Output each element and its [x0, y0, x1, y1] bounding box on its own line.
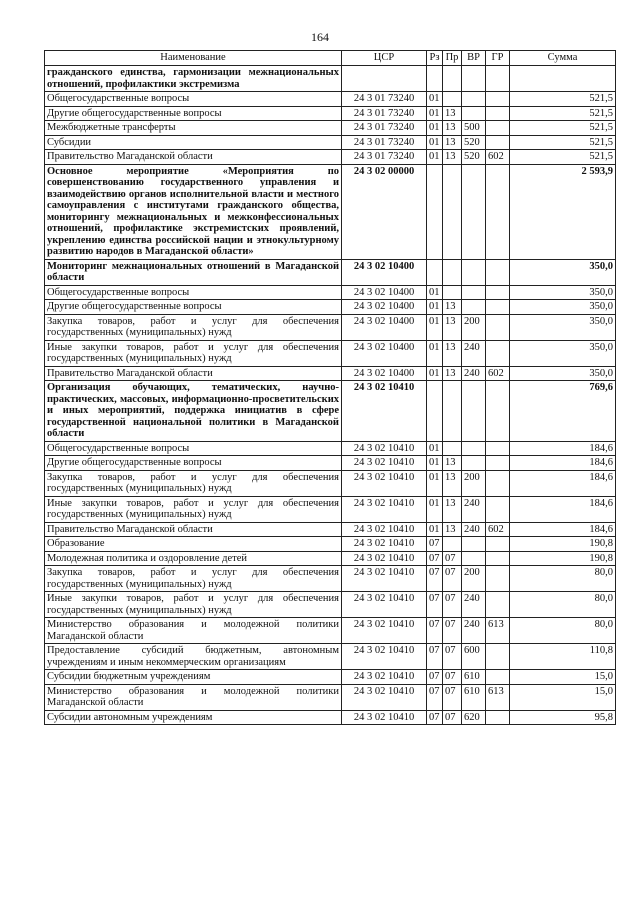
cell-vr: [462, 259, 486, 285]
cell-csr: 24 3 02 10410: [342, 522, 427, 537]
cell-gr: [486, 285, 510, 300]
cell-gr: [486, 259, 510, 285]
cell-sum: 110,8: [510, 644, 616, 670]
cell-sum: 80,0: [510, 566, 616, 592]
cell-csr: 24 3 02 10410: [342, 592, 427, 618]
cell-pr: 07: [443, 684, 462, 710]
cell-vr: [462, 381, 486, 442]
cell-vr: 240: [462, 340, 486, 366]
cell-sum: 184,6: [510, 441, 616, 456]
cell-vr: 200: [462, 470, 486, 496]
cell-csr: 24 3 02 00000: [342, 164, 427, 259]
page-number: 164: [311, 30, 329, 44]
cell-sum: 769,6: [510, 381, 616, 442]
cell-pr: 07: [443, 618, 462, 644]
cell-name: Министерство образования и молодежной политики Магаданской области: [45, 684, 342, 710]
cell-csr: 24 3 02 10410: [342, 644, 427, 670]
cell-gr: [486, 92, 510, 107]
cell-sum: 184,6: [510, 522, 616, 537]
cell-vr: 240: [462, 618, 486, 644]
cell-rz: [427, 381, 443, 442]
cell-pr: [443, 259, 462, 285]
cell-pr: 13: [443, 106, 462, 121]
cell-vr: [462, 537, 486, 552]
table-row: [45, 551, 616, 566]
table-row: [45, 121, 616, 136]
cell-csr: 24 3 02 10410: [342, 381, 427, 442]
table-row: [45, 684, 616, 710]
table-row: [45, 366, 616, 381]
cell-gr: [486, 644, 510, 670]
table-body: [45, 66, 616, 725]
cell-vr: [462, 92, 486, 107]
cell-gr: [486, 566, 510, 592]
cell-sum: 350,0: [510, 314, 616, 340]
cell-rz: 01: [427, 366, 443, 381]
cell-vr: 240: [462, 592, 486, 618]
cell-gr: 602: [486, 366, 510, 381]
cell-vr: 240: [462, 366, 486, 381]
cell-csr: 24 3 02 10400: [342, 314, 427, 340]
cell-gr: [486, 551, 510, 566]
cell-vr: [462, 164, 486, 259]
header-csr: ЦСР: [342, 51, 427, 66]
cell-rz: [427, 259, 443, 285]
cell-pr: 13: [443, 150, 462, 165]
cell-pr: 13: [443, 300, 462, 315]
table-row: [45, 381, 616, 442]
cell-csr: 24 3 02 10410: [342, 470, 427, 496]
table-row: [45, 496, 616, 522]
cell-gr: [486, 300, 510, 315]
cell-name: Образование: [45, 537, 342, 552]
cell-sum: 184,6: [510, 496, 616, 522]
cell-gr: [486, 340, 510, 366]
cell-sum: 350,0: [510, 300, 616, 315]
cell-pr: [443, 381, 462, 442]
table-row: [45, 285, 616, 300]
cell-gr: [486, 66, 510, 92]
header-vr: ВР: [462, 51, 486, 66]
cell-sum: 350,0: [510, 285, 616, 300]
cell-gr: [486, 670, 510, 685]
table-row: [45, 441, 616, 456]
cell-gr: [486, 106, 510, 121]
cell-csr: [342, 66, 427, 92]
cell-csr: 24 3 02 10400: [342, 259, 427, 285]
cell-gr: 602: [486, 150, 510, 165]
cell-rz: 07: [427, 537, 443, 552]
cell-name: Закупка товаров, работ и услуг для обеспечения государственных (муниципальных) нужд: [45, 470, 342, 496]
cell-name: Предоставление субсидий бюджетным, автономным учреждениям и иным некоммерческим организациям: [45, 644, 342, 670]
cell-name: Основное мероприятие «Мероприятия по совершенствованию государственного управления и взаимодействию органов исполнительной власти и местного самоуправления с институтами гражданского общества, мониторингу межнациональных и межконфессиональных отношений, профилактике экстремистских проявлений, укреплению единства российской нации и этнокультурному развитию народов в Магаданской области»: [45, 164, 342, 259]
cell-rz: 01: [427, 456, 443, 471]
cell-csr: 24 3 02 10410: [342, 496, 427, 522]
cell-rz: 07: [427, 551, 443, 566]
cell-name: Субсидии: [45, 135, 342, 150]
cell-rz: 07: [427, 670, 443, 685]
table-row: [45, 618, 616, 644]
cell-rz: 07: [427, 710, 443, 725]
cell-csr: 24 3 01 73240: [342, 150, 427, 165]
cell-sum: 521,5: [510, 106, 616, 121]
cell-vr: 500: [462, 121, 486, 136]
cell-pr: 13: [443, 470, 462, 496]
table-row: [45, 522, 616, 537]
cell-gr: [486, 537, 510, 552]
cell-name: Общегосударственные вопросы: [45, 92, 342, 107]
cell-vr: 610: [462, 670, 486, 685]
cell-pr: 13: [443, 522, 462, 537]
cell-gr: [486, 441, 510, 456]
cell-gr: [486, 314, 510, 340]
cell-rz: 01: [427, 340, 443, 366]
cell-rz: 07: [427, 618, 443, 644]
cell-vr: 600: [462, 644, 486, 670]
table-row: [45, 300, 616, 315]
table-row: [45, 92, 616, 107]
table-row: [45, 259, 616, 285]
cell-sum: 190,8: [510, 551, 616, 566]
cell-sum: 80,0: [510, 592, 616, 618]
cell-name: Межбюджетные трансферты: [45, 121, 342, 136]
cell-pr: [443, 66, 462, 92]
cell-gr: [486, 381, 510, 442]
cell-sum: 184,6: [510, 470, 616, 496]
cell-vr: 200: [462, 566, 486, 592]
cell-sum: 15,0: [510, 670, 616, 685]
header-name: Наименование: [45, 51, 342, 66]
cell-sum: 350,0: [510, 366, 616, 381]
cell-name: Закупка товаров, работ и услуг для обеспечения государственных (муниципальных) нужд: [45, 566, 342, 592]
cell-name: Молодежная политика и оздоровление детей: [45, 551, 342, 566]
cell-gr: 613: [486, 684, 510, 710]
cell-sum: 521,5: [510, 150, 616, 165]
cell-vr: [462, 106, 486, 121]
cell-rz: 01: [427, 441, 443, 456]
cell-sum: [510, 66, 616, 92]
cell-name: Иные закупки товаров, работ и услуг для обеспечения государственных (муниципальных) нужд: [45, 340, 342, 366]
cell-rz: 01: [427, 92, 443, 107]
cell-vr: [462, 300, 486, 315]
cell-pr: 07: [443, 670, 462, 685]
cell-gr: [486, 496, 510, 522]
cell-vr: 520: [462, 150, 486, 165]
cell-pr: [443, 537, 462, 552]
cell-gr: 613: [486, 618, 510, 644]
cell-rz: 07: [427, 644, 443, 670]
cell-pr: 13: [443, 366, 462, 381]
cell-pr: 07: [443, 566, 462, 592]
cell-rz: 01: [427, 470, 443, 496]
cell-sum: 15,0: [510, 684, 616, 710]
cell-name: Организация обучающих, тематических, научно-практических, массовых, информационно-просветительских и иных мероприятий, поддержка инициатив в сфере государственной национальной политики в Магаданской области: [45, 381, 342, 442]
cell-rz: 01: [427, 522, 443, 537]
cell-gr: [486, 470, 510, 496]
cell-rz: 07: [427, 566, 443, 592]
cell-pr: 07: [443, 710, 462, 725]
cell-sum: 521,5: [510, 135, 616, 150]
header-sum: Сумма: [510, 51, 616, 66]
cell-vr: [462, 285, 486, 300]
cell-name: Другие общегосударственные вопросы: [45, 106, 342, 121]
cell-vr: 240: [462, 522, 486, 537]
table-row: [45, 670, 616, 685]
cell-name: Общегосударственные вопросы: [45, 285, 342, 300]
header-rz: Рз: [427, 51, 443, 66]
header-gr: ГР: [486, 51, 510, 66]
table-row: [45, 340, 616, 366]
cell-gr: [486, 164, 510, 259]
cell-rz: 01: [427, 285, 443, 300]
cell-csr: 24 3 02 10410: [342, 456, 427, 471]
cell-csr: 24 3 01 73240: [342, 106, 427, 121]
cell-csr: 24 3 02 10400: [342, 300, 427, 315]
cell-vr: 610: [462, 684, 486, 710]
cell-gr: 602: [486, 522, 510, 537]
table-row: [45, 592, 616, 618]
cell-vr: [462, 441, 486, 456]
table-row: [45, 66, 616, 92]
cell-rz: 01: [427, 121, 443, 136]
cell-name: Закупка товаров, работ и услуг для обеспечения государственных (муниципальных) нужд: [45, 314, 342, 340]
budget-table: [44, 50, 616, 725]
cell-gr: [486, 121, 510, 136]
cell-gr: [486, 135, 510, 150]
cell-rz: 07: [427, 684, 443, 710]
cell-sum: 2 593,9: [510, 164, 616, 259]
cell-sum: 521,5: [510, 92, 616, 107]
table-row: [45, 314, 616, 340]
cell-vr: 620: [462, 710, 486, 725]
table-row: [45, 470, 616, 496]
cell-vr: 520: [462, 135, 486, 150]
cell-pr: 07: [443, 551, 462, 566]
cell-rz: 01: [427, 150, 443, 165]
cell-sum: 190,8: [510, 537, 616, 552]
cell-csr: 24 3 02 10410: [342, 566, 427, 592]
cell-name: гражданского единства, гармонизации межнациональных отношений, профилактики экстремизма: [45, 66, 342, 92]
cell-name: Субсидии автономным учреждениям: [45, 710, 342, 725]
cell-name: Общегосударственные вопросы: [45, 441, 342, 456]
cell-rz: [427, 66, 443, 92]
table-row: [45, 164, 616, 259]
cell-rz: 01: [427, 300, 443, 315]
cell-name: Субсидии бюджетным учреждениям: [45, 670, 342, 685]
cell-pr: 07: [443, 592, 462, 618]
cell-rz: 01: [427, 496, 443, 522]
cell-gr: [486, 710, 510, 725]
cell-csr: 24 3 02 10400: [342, 366, 427, 381]
cell-csr: 24 3 02 10400: [342, 340, 427, 366]
cell-vr: [462, 66, 486, 92]
cell-vr: [462, 456, 486, 471]
table-row: [45, 106, 616, 121]
cell-csr: 24 3 01 73240: [342, 121, 427, 136]
cell-vr: [462, 551, 486, 566]
table-row: [45, 537, 616, 552]
table-row: [45, 456, 616, 471]
cell-sum: 350,0: [510, 259, 616, 285]
cell-pr: 13: [443, 340, 462, 366]
cell-csr: 24 3 02 10410: [342, 537, 427, 552]
cell-name: Правительство Магаданской области: [45, 150, 342, 165]
cell-csr: 24 3 02 10410: [342, 670, 427, 685]
table-row: [45, 150, 616, 165]
header-pr: Пр: [443, 51, 462, 66]
cell-csr: 24 3 01 73240: [342, 92, 427, 107]
cell-rz: [427, 164, 443, 259]
table-row: [45, 644, 616, 670]
cell-rz: 01: [427, 135, 443, 150]
cell-csr: 24 3 02 10410: [342, 710, 427, 725]
table-row: [45, 566, 616, 592]
cell-sum: 95,8: [510, 710, 616, 725]
cell-name: Мониторинг межнациональных отношений в Магаданской области: [45, 259, 342, 285]
cell-rz: 01: [427, 314, 443, 340]
cell-pr: [443, 92, 462, 107]
cell-name: Правительство Магаданской области: [45, 366, 342, 381]
cell-pr: [443, 441, 462, 456]
cell-name: Иные закупки товаров, работ и услуг для обеспечения государственных (муниципальных) нужд: [45, 496, 342, 522]
cell-sum: 80,0: [510, 618, 616, 644]
cell-pr: [443, 285, 462, 300]
cell-name: Другие общегосударственные вопросы: [45, 456, 342, 471]
cell-pr: 13: [443, 496, 462, 522]
cell-csr: 24 3 02 10400: [342, 285, 427, 300]
cell-csr: 24 3 02 10410: [342, 551, 427, 566]
cell-pr: 13: [443, 456, 462, 471]
cell-rz: 07: [427, 592, 443, 618]
table-row: [45, 135, 616, 150]
table-header-row: [45, 51, 616, 66]
cell-name: Министерство образования и молодежной политики Магаданской области: [45, 618, 342, 644]
cell-vr: 200: [462, 314, 486, 340]
cell-csr: 24 3 02 10410: [342, 618, 427, 644]
cell-pr: 13: [443, 314, 462, 340]
cell-csr: 24 3 02 10410: [342, 684, 427, 710]
cell-name: Иные закупки товаров, работ и услуг для обеспечения государственных (муниципальных) нужд: [45, 592, 342, 618]
cell-vr: 240: [462, 496, 486, 522]
cell-pr: 13: [443, 121, 462, 136]
cell-sum: 521,5: [510, 121, 616, 136]
cell-gr: [486, 456, 510, 471]
cell-pr: 13: [443, 135, 462, 150]
cell-csr: 24 3 02 10410: [342, 441, 427, 456]
cell-csr: 24 3 01 73240: [342, 135, 427, 150]
table-row: [45, 710, 616, 725]
cell-pr: 07: [443, 644, 462, 670]
cell-sum: 184,6: [510, 456, 616, 471]
cell-sum: 350,0: [510, 340, 616, 366]
cell-pr: [443, 164, 462, 259]
cell-name: Другие общегосударственные вопросы: [45, 300, 342, 315]
cell-gr: [486, 592, 510, 618]
cell-rz: 01: [427, 106, 443, 121]
cell-name: Правительство Магаданской области: [45, 522, 342, 537]
